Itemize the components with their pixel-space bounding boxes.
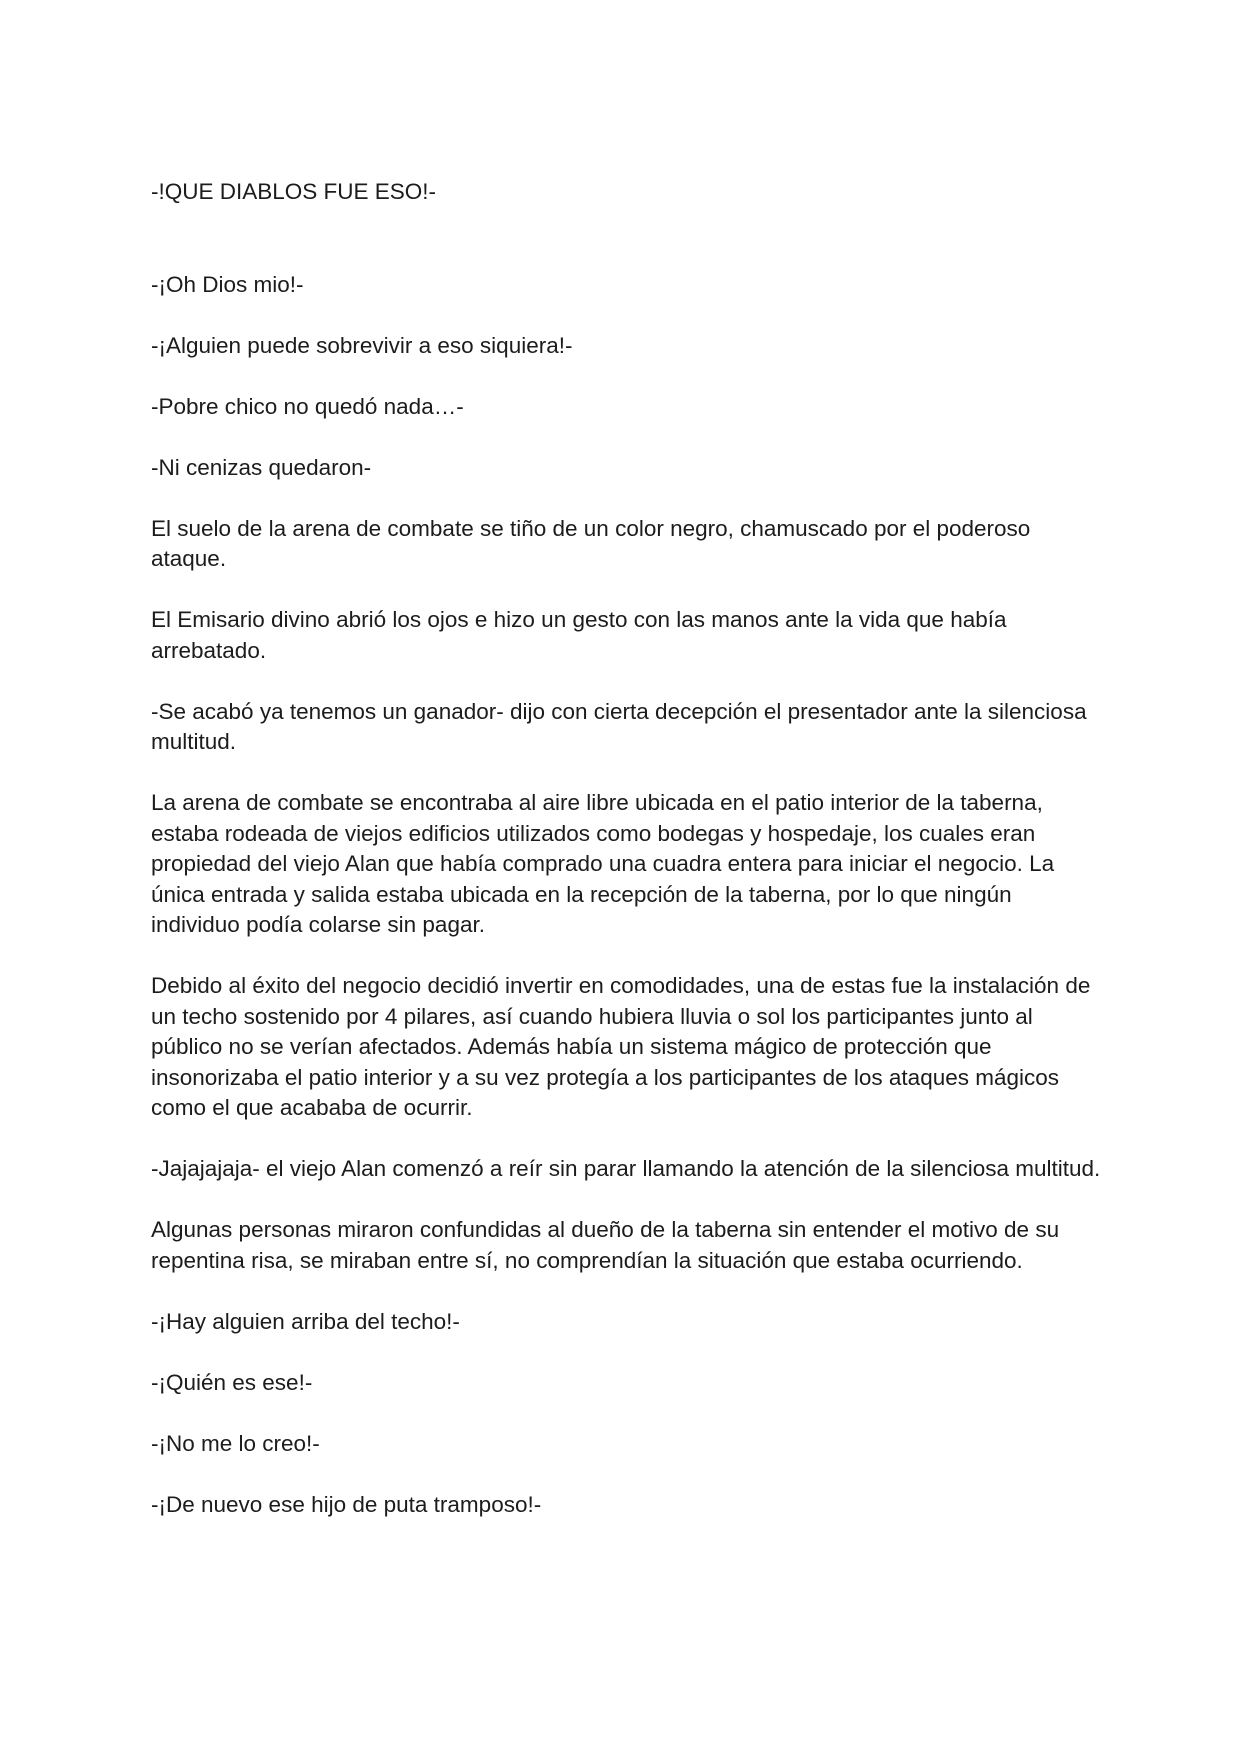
dialogue-line: -¡De nuevo ese hijo de puta tramposo!- bbox=[151, 1491, 542, 1517]
narrative-paragraph: Debido al éxito del negocio decidió invertir en comodidades, una de estas fue la instalación de un techo sostenido por 4 pilares, así cuando hubiera lluvia o sol los participantes junto al público no se verían afectados. Además había un sistema mágico de protección que insonorizaba el patio interior y a su vez protegía a los participantes de los ataques mágicos como el que acababa de ocurrir. bbox=[151, 973, 1091, 1120]
dialogue-line: -Pobre chico no quedó nada…- bbox=[151, 393, 464, 419]
document-body bbox=[151, 177, 1101, 1520]
narrative-paragraph: El suelo de la arena de combate se tiño de un color negro, chamuscado por el poderoso ataque. bbox=[151, 515, 1031, 571]
dialogue-line: -Ni cenizas quedaron- bbox=[151, 454, 372, 480]
opening-exclamation: -!QUE DIABLOS FUE ESO!- bbox=[151, 179, 437, 204]
dialogue-paragraph: -Se acabó ya tenemos un ganador- dijo con cierta decepción el presentador ante la silenciosa multitud. bbox=[151, 698, 1087, 754]
narrative-paragraph: Algunas personas miraron confundidas al dueño de la taberna sin entender el motivo de su repentina risa, se miraban entre sí, no comprendían la situación que estaba ocurriendo. bbox=[151, 1217, 1060, 1273]
dialogue-paragraph: -Jajajajaja- el viejo Alan comenzó a reír sin parar llamando la atención de la silenciosa multitud. bbox=[151, 1156, 1101, 1181]
narrative-paragraph: La arena de combate se encontraba al aire libre ubicada en el patio interior de la taberna, estaba rodeada de viejos edificios utilizados como bodegas y hospedaje, los cuales eran propiedad del viejo Alan que había comprado una cuadra entera para iniciar el negocio. La única entrada y salida estaba ubicada en la recepción de la taberna, por lo que ningún individuo podía colarse sin pagar. bbox=[151, 790, 1055, 937]
narrative-paragraph: El Emisario divino abrió los ojos e hizo un gesto con las manos ante la vida que había arrebatado. bbox=[151, 607, 1007, 663]
dialogue-line: -¡Quién es ese!- bbox=[151, 1369, 313, 1395]
dialogue-line: -¡Alguien puede sobrevivir a eso siquiera!- bbox=[151, 332, 573, 358]
dialogue-line: -¡Hay alguien arriba del techo!- bbox=[151, 1308, 460, 1334]
dialogue-line: -¡No me lo creo!- bbox=[151, 1430, 320, 1456]
dialogue-line: -¡Oh Dios mio!- bbox=[151, 271, 304, 297]
